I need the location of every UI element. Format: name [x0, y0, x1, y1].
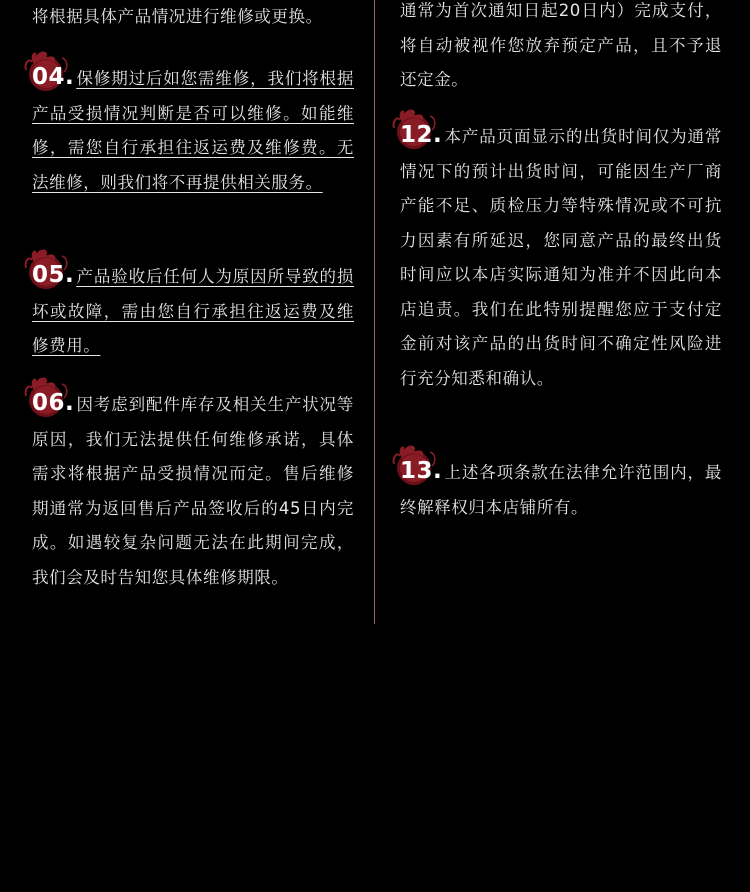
clause-06 — [32, 386, 354, 595]
clause-number-04: 04. — [32, 60, 74, 95]
clause-12 — [400, 118, 722, 396]
clause-text-06: 因考虑到配件库存及相关生产状况等原因，我们无法提供任何维修承诺，具体需求将根据产品受损情况而定。售后维修期通常为返回售后产品签收后的45日内完成。如遇较复杂问题无法在此期间完成，我们会及时告知您具体维修期限。 — [32, 395, 354, 587]
clause-number-12: 12. — [400, 118, 442, 153]
clause-number-05: 05. — [32, 258, 74, 293]
clause-05 — [32, 258, 354, 364]
clause-text-05: 产品验收后任何人为原因所导致的损坏或故障，需由您自行承担往返运费及维修费用。 — [32, 267, 354, 355]
clause-number-06: 06. — [32, 386, 74, 421]
clause-number-13: 13. — [400, 454, 442, 489]
clause-text-13: 上述各项条款在法律允许范围内，最终解释权归本店铺所有。 — [400, 463, 722, 517]
clause-text-12: 本产品页面显示的出货时间仅为通常情况下的预计出货时间，可能因生产厂商产能不足、质检压力等特殊情况或不可抗力因素有所延迟，您同意产品的最终出货时间应以本店实际通知为准并不因此向本店追责。我们在此特别提醒您应于支付定金前对该产品的出货时间不确定性风险进行充分知悉和确认。 — [400, 127, 722, 388]
clause-13 — [400, 454, 722, 525]
left-p0-tail: 将根据具体产品情况进行维修或更换。 — [32, 7, 323, 26]
clause-text-04: 保修期过后如您需维修，我们将根据产品受损情况判断是否可以维修。如能维修，需您自行承担往返运费及维修费。无法维修，则我们将不再提供相关服务。 — [32, 69, 354, 192]
right-p0-tail: 通常为首次通知日起20日内）完成支付，将自动被视作您放弃预定产品，且不予退还定金。 — [400, 1, 722, 89]
clause-04 — [32, 60, 354, 200]
column-divider — [374, 0, 375, 624]
